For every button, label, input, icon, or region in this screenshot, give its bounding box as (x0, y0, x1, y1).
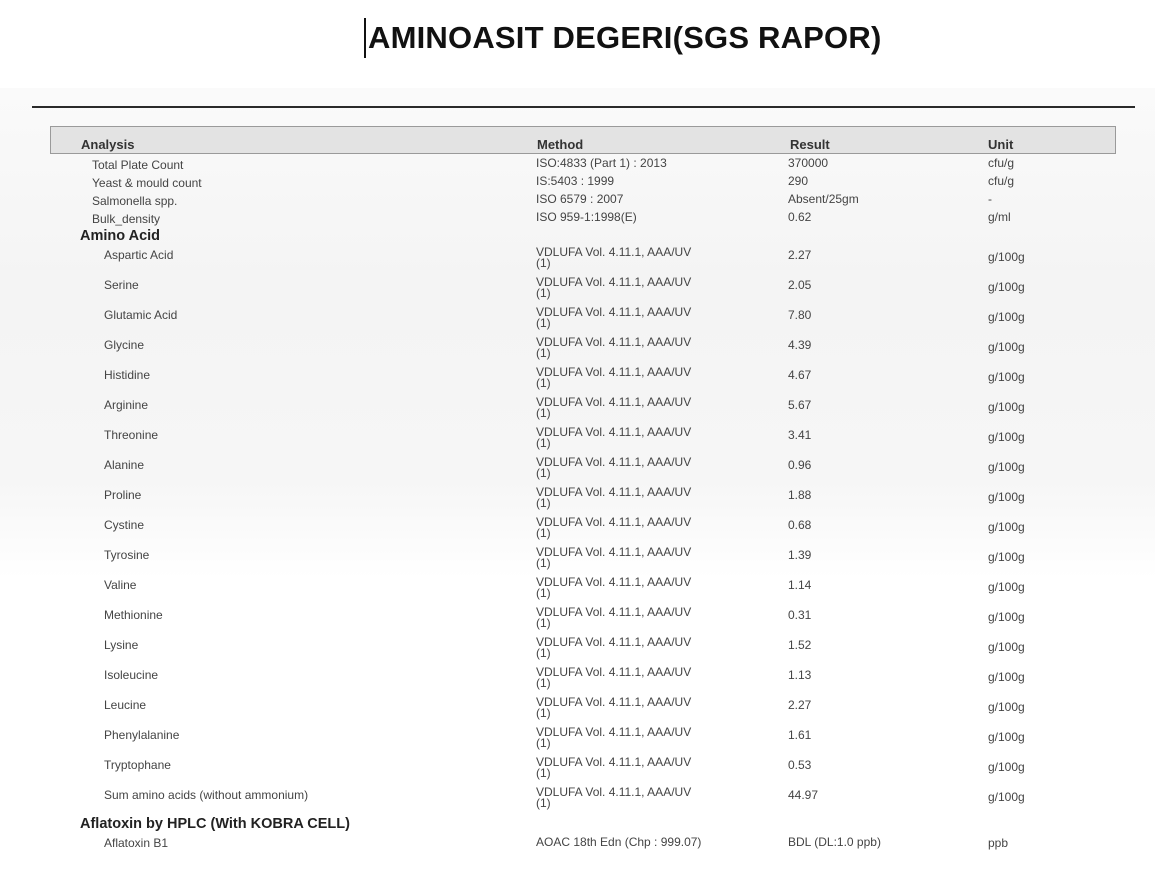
aflatoxin-row-result: BDL (DL:1.0 ppb) (788, 835, 881, 849)
row-method: ISO 959-1:1998(E) (536, 210, 637, 224)
amino-row-name: Threonine (104, 428, 159, 442)
amino-row-name: Glycine (104, 338, 145, 352)
method-suffix: (1) (536, 466, 551, 480)
amino-row-unit: g/100g (988, 550, 1025, 564)
method-suffix: (1) (536, 496, 551, 510)
amino-row-unit: g/100g (988, 250, 1025, 264)
row-analysis: Total Plate Count (92, 158, 184, 172)
method-line: VDLUFA Vol. 4.11.1, AAA/UV (536, 785, 692, 799)
amino-row-method (536, 487, 691, 509)
method-suffix: (1) (536, 586, 551, 600)
amino-row-result: 1.52 (788, 638, 812, 652)
amino-row-method (536, 337, 691, 359)
amino-row-unit: g/100g (988, 640, 1025, 654)
amino-row-method (536, 517, 691, 539)
method-line: VDLUFA Vol. 4.11.1, AAA/UV (536, 275, 692, 289)
header-method: Method (537, 137, 584, 152)
method-line: VDLUFA Vol. 4.11.1, AAA/UV (536, 515, 692, 529)
table-header (50, 126, 1116, 154)
amino-row-method (536, 697, 691, 719)
method-suffix: (1) (536, 676, 551, 690)
amino-row-name: Serine (104, 278, 139, 292)
section-amino-acid: Amino Acid (80, 228, 161, 244)
amino-row-name: Leucine (104, 698, 147, 712)
header-analysis: Analysis (81, 137, 135, 152)
amino-row-result: 1.13 (788, 668, 812, 682)
amino-row-unit: g/100g (988, 670, 1025, 684)
amino-row-unit: g/100g (988, 400, 1025, 414)
method-suffix: (1) (536, 376, 551, 390)
method-line: VDLUFA Vol. 4.11.1, AAA/UV (536, 455, 692, 469)
row-method: IS:5403 : 1999 (536, 174, 615, 188)
amino-row-name: Histidine (104, 368, 151, 382)
amino-row-name: Tyrosine (104, 548, 150, 562)
amino-row-name: Sum amino acids (without ammonium) (104, 788, 309, 802)
amino-row-method (536, 577, 691, 599)
method-suffix: (1) (536, 706, 551, 720)
amino-row-result: 2.27 (788, 248, 812, 262)
amino-row-name: Valine (104, 578, 137, 592)
amino-row-name: Glutamic Acid (104, 308, 178, 322)
amino-row-name: Tryptophane (104, 758, 171, 772)
amino-row-result: 4.39 (788, 338, 812, 352)
method-line: VDLUFA Vol. 4.11.1, AAA/UV (536, 425, 692, 439)
amino-row-name: Phenylalanine (104, 728, 180, 742)
method-line: VDLUFA Vol. 4.11.1, AAA/UV (536, 665, 692, 679)
amino-row-unit: g/100g (988, 700, 1025, 714)
amino-row-result: 0.96 (788, 458, 812, 472)
amino-row-name: Cystine (104, 518, 145, 532)
amino-row-method (536, 547, 691, 569)
amino-row-method (536, 367, 691, 389)
row-result: Absent/25gm (788, 192, 859, 206)
amino-row-unit: g/100g (988, 490, 1025, 504)
amino-row-unit: g/100g (988, 280, 1025, 294)
method-line: VDLUFA Vol. 4.11.1, AAA/UV (536, 605, 692, 619)
amino-row-result: 0.53 (788, 758, 812, 772)
method-suffix: (1) (536, 346, 551, 360)
method-suffix: (1) (536, 766, 551, 780)
row-unit: cfu/g (988, 156, 1015, 170)
amino-row-method (536, 607, 691, 629)
amino-row-result: 7.80 (788, 308, 812, 322)
row-result: 290 (788, 174, 809, 188)
amino-row-result: 1.39 (788, 548, 812, 562)
amino-row-unit: g/100g (988, 760, 1025, 774)
amino-row-unit: g/100g (988, 580, 1025, 594)
method-suffix: (1) (536, 556, 551, 570)
aflatoxin-row-name: Aflatoxin B1 (104, 836, 169, 850)
amino-row-unit: g/100g (988, 520, 1025, 534)
amino-row-result: 2.27 (788, 698, 812, 712)
amino-row-result: 2.05 (788, 278, 812, 292)
amino-row-result: 0.68 (788, 518, 812, 532)
amino-row-name: Arginine (104, 398, 149, 412)
row-analysis: Yeast & mould count (92, 176, 202, 190)
amino-row-method (536, 307, 691, 329)
method-line: VDLUFA Vol. 4.11.1, AAA/UV (536, 755, 692, 769)
amino-row-result: 4.67 (788, 368, 812, 382)
amino-row-method (536, 397, 691, 419)
row-analysis: Bulk_density (92, 212, 161, 226)
amino-row-unit: g/100g (988, 460, 1025, 474)
row-analysis: Salmonella spp. (92, 194, 178, 208)
section-aflatoxin: Aflatoxin by HPLC (With KOBRA CELL) (80, 816, 350, 832)
row-method: ISO:4833 (Part 1) : 2013 (536, 156, 667, 170)
row-result: 0.62 (788, 210, 812, 224)
amino-row-method (536, 277, 691, 299)
method-line: VDLUFA Vol. 4.11.1, AAA/UV (536, 725, 692, 739)
method-suffix: (1) (536, 256, 551, 270)
header-result: Result (790, 137, 830, 152)
method-suffix: (1) (536, 736, 551, 750)
method-suffix: (1) (536, 316, 551, 330)
amino-row-result: 1.61 (788, 728, 812, 742)
row-unit: g/ml (988, 210, 1011, 224)
amino-row-name: Proline (104, 488, 142, 502)
amino-row-method (536, 787, 691, 809)
aflatoxin-row-unit: ppb (988, 836, 1009, 850)
method-line: VDLUFA Vol. 4.11.1, AAA/UV (536, 695, 692, 709)
method-suffix: (1) (536, 796, 551, 810)
method-suffix: (1) (536, 616, 551, 630)
amino-row-unit: g/100g (988, 370, 1025, 384)
amino-row-unit: g/100g (988, 730, 1025, 744)
method-suffix: (1) (536, 436, 551, 450)
amino-row-method (536, 247, 691, 269)
method-line: VDLUFA Vol. 4.11.1, AAA/UV (536, 245, 692, 259)
amino-row-name: Alanine (104, 458, 145, 472)
aflatoxin-row-method: AOAC 18th Edn (Chp : 999.07) (536, 835, 702, 849)
amino-row-unit: g/100g (988, 790, 1025, 804)
amino-row-method (536, 667, 691, 689)
amino-row-unit: g/100g (988, 340, 1025, 354)
method-line: VDLUFA Vol. 4.11.1, AAA/UV (536, 635, 692, 649)
method-line: VDLUFA Vol. 4.11.1, AAA/UV (536, 575, 692, 589)
row-method: ISO 6579 : 2007 (536, 192, 624, 206)
amino-row-result: 1.14 (788, 578, 812, 592)
row-unit: cfu/g (988, 174, 1015, 188)
page-title: AMINOASIT DEGERI(SGS RAPOR) (364, 18, 881, 58)
row-unit: - (988, 192, 992, 206)
amino-row-method (536, 637, 691, 659)
method-suffix: (1) (536, 646, 551, 660)
amino-row-method (536, 727, 691, 749)
amino-row-method (536, 757, 691, 779)
header-divider (32, 106, 1135, 108)
method-line: VDLUFA Vol. 4.11.1, AAA/UV (536, 365, 692, 379)
method-line: VDLUFA Vol. 4.11.1, AAA/UV (536, 305, 692, 319)
method-suffix: (1) (536, 526, 551, 540)
amino-row-name: Isoleucine (104, 668, 159, 682)
method-line: VDLUFA Vol. 4.11.1, AAA/UV (536, 485, 692, 499)
amino-row-result: 1.88 (788, 488, 812, 502)
amino-row-name: Aspartic Acid (104, 248, 174, 262)
amino-row-name: Methionine (104, 608, 163, 622)
amino-row-method (536, 457, 691, 479)
header-unit: Unit (988, 137, 1014, 152)
amino-row-unit: g/100g (988, 610, 1025, 624)
amino-row-method (536, 427, 691, 449)
row-result: 370000 (788, 156, 829, 170)
method-suffix: (1) (536, 286, 551, 300)
amino-row-result: 0.31 (788, 608, 812, 622)
method-line: VDLUFA Vol. 4.11.1, AAA/UV (536, 335, 692, 349)
amino-row-result: 44.97 (788, 788, 819, 802)
amino-row-name: Lysine (104, 638, 139, 652)
method-line: VDLUFA Vol. 4.11.1, AAA/UV (536, 545, 692, 559)
method-suffix: (1) (536, 406, 551, 420)
method-line: VDLUFA Vol. 4.11.1, AAA/UV (536, 395, 692, 409)
amino-row-result: 3.41 (788, 428, 812, 442)
amino-row-result: 5.67 (788, 398, 812, 412)
amino-row-unit: g/100g (988, 430, 1025, 444)
amino-row-unit: g/100g (988, 310, 1025, 324)
